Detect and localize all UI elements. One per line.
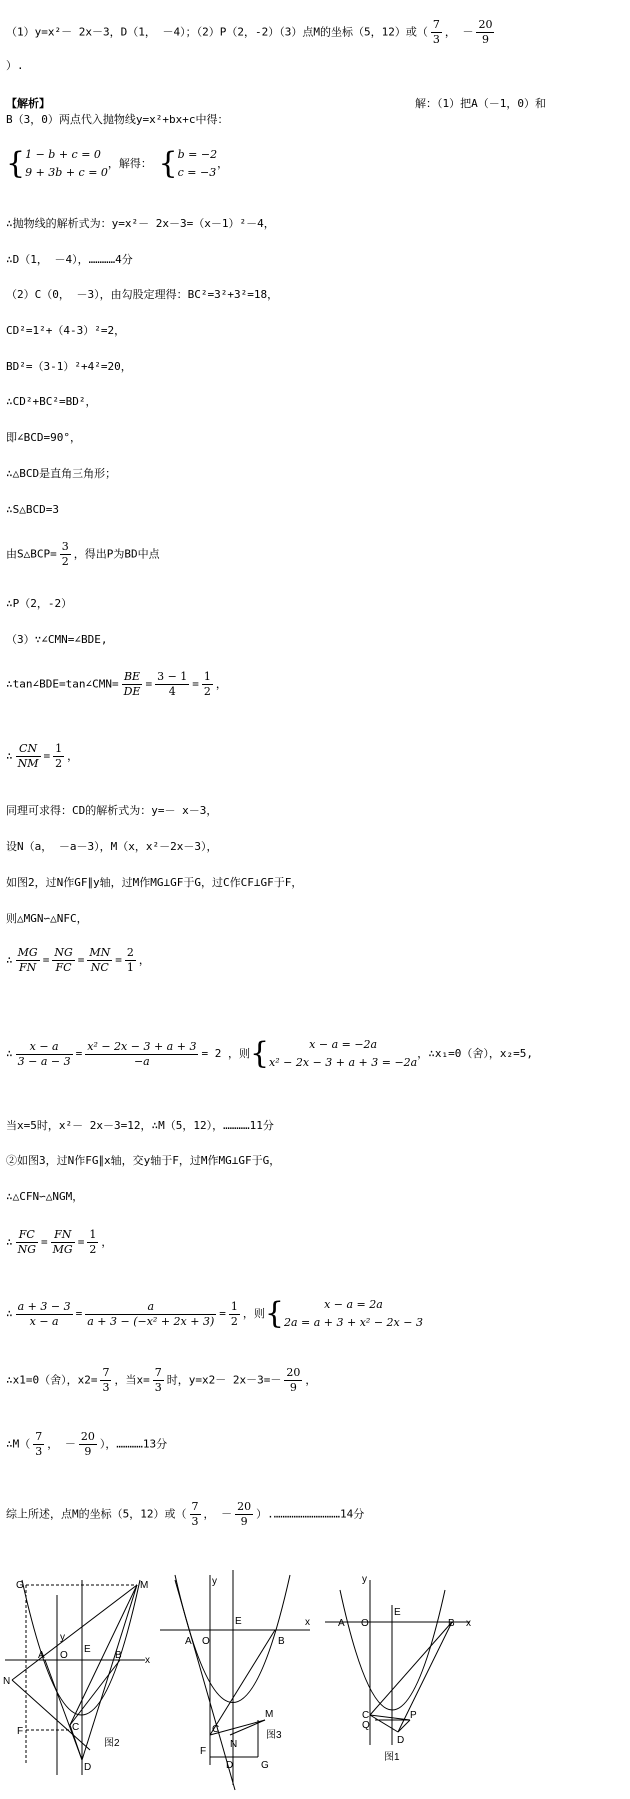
line-bd-squared: BD²=（3-1）²+4²=20， (6, 360, 132, 373)
line-parabola: ∴抛物线的解析式为：y=x²－ 2x－3=（x－1）²－4， (6, 217, 275, 230)
line-similar2: ∴△CFN∽△NGM， (6, 1190, 84, 1203)
line-ratio-fc: ∴ $\frac{FC}{NG}$ = $\frac{FN}{MG}$ = $\frac{1}{2}$ ， (6, 1228, 113, 1256)
svg-text:E: E (394, 1607, 401, 1618)
svg-text:D: D (84, 1762, 92, 1773)
svg-text:M: M (140, 1580, 149, 1591)
svg-text:A: A (38, 1650, 45, 1661)
line-similar1: 则△MGN∽△NFC， (6, 912, 88, 925)
svg-text:B: B (278, 1636, 285, 1647)
svg-text:C: C (362, 1710, 370, 1721)
svg-text:N: N (3, 1676, 11, 1687)
line-area-bcp: 由S△BCP= $\frac{3}{2}$ ，得出P为BD中点 (6, 540, 160, 568)
svg-text:B: B (115, 1650, 122, 1661)
svg-text:O: O (361, 1618, 369, 1629)
line-area-bcd: ∴S△BCD=3 (6, 503, 59, 516)
figure-3 (160, 1570, 310, 1790)
svg-text:B: B (448, 1618, 455, 1629)
line-figure2: 如图2，过N作GF∥y轴，过M作MG⊥GF于G，过C作CF⊥GF于F， (6, 876, 303, 889)
svg-text:y: y (362, 1574, 367, 1585)
line-equation-solve1: ∴ $\frac{x - a}{3 - a - 3}$ = $\frac{\text{x² − 2x − 3 + a + 3}}{-a}$ = 2 ，则{ x − a = −2a x² − 2x − 3 + a + 3 = −2a ，∴x₁=0（舍），x₂=5, (6, 1036, 533, 1071)
answer-line: （1）y=x²－ 2x－3，D（1， －4）；（2）P（2，-2）（3）点M的坐标（5，12）或（ $\frac{7}{3}$ ， － $\frac{20}{9}$ (6, 18, 493, 46)
svg-text:G: G (16, 1580, 24, 1591)
line-point-m: ∴M（ $\frac{7}{3}$ ， － $\frac{20}{9}$ ），…………13分 (6, 1430, 168, 1458)
line-x-solutions: ∴x1=0（舍），x2= $\frac{7}{3}$ ，当x= $\frac{7}{3}$ 时，y=x2－ 2x－3=－ $\frac{20}{9}$ ， (6, 1366, 317, 1394)
figure-1-caption: 图1 (384, 1752, 400, 1763)
line-point-d: ∴D（1， －4），…………4分 (6, 253, 133, 266)
svg-text:D: D (226, 1760, 234, 1771)
svg-text:O: O (202, 1636, 210, 1647)
line-cd-squared: CD²=1²+（4-3）²=2， (6, 324, 126, 337)
line-angle-bcd: 即∠BCD=90°， (6, 431, 81, 444)
system-equation-1: { 1 − b + c = 0 9 + 3b + c = 0 ，解得： { b = −2 c = −3 ， (6, 146, 229, 181)
line-equation-solve2: ∴ $\frac{a + 3 - 3}{x - a}$ = $\frac{a}{\text{a + 3 − (−x² + 2x + 3)}}$ = $\frac{1}{2}$ ，则{ x − a = 2a 2a = a + 3 + x² − 2x − 3 (6, 1296, 423, 1331)
figure-3-caption: 图3 (266, 1730, 282, 1741)
line-point-c: （2）C（0， －3），由勾股定理得：BC²=3²+3²=18， (6, 288, 279, 301)
svg-text:M: M (265, 1709, 274, 1720)
figure-2-caption: 图2 (104, 1738, 120, 1749)
line-cn-nm: ∴ $\frac{CN}{NM}$ = $\frac{1}{2}$ ， (6, 742, 79, 770)
analysis-label: 【解析】 (6, 97, 50, 110)
svg-text:x: x (466, 1618, 471, 1629)
svg-text:Q: Q (362, 1720, 370, 1731)
svg-text:G: G (261, 1760, 269, 1771)
line-cd-line: 同理可求得：CD的解析式为：y=－ x－3， (6, 804, 218, 817)
line-tangent: ∴tan∠BDE=tan∠CMN= $\frac{BE}{DE}$ = $\frac{3 - 1}{4}$ = $\frac{1}{2}$ ， (6, 670, 227, 698)
line-right-triangle: ∴△BCD是直角三角形； (6, 467, 117, 480)
answer-end: ）. (6, 59, 24, 72)
svg-text:A: A (338, 1618, 345, 1629)
line-part3: （3）∵∠CMN=∠BDE, (6, 633, 108, 646)
svg-text:y: y (60, 1632, 65, 1643)
answer-fraction-2: $\frac{20}{9}$ (478, 18, 493, 46)
svg-text:F: F (200, 1746, 207, 1757)
line-figure3: ②如图3，过N作FG∥x轴，交y轴于F，过M作MG⊥GF于G， (6, 1154, 281, 1167)
line-pythagoras-sum: ∴CD²+BC²=BD²， (6, 395, 97, 408)
answer-text: （1）y=x²－ 2x－3，D（1， －4）；（2）P（2，-2）（3）点M的坐标（5，12）或（ (6, 25, 428, 39)
figure-1 (325, 1580, 470, 1745)
answer-fraction-1: $\frac{7}{3}$ (432, 18, 440, 46)
svg-text:D: D (397, 1735, 405, 1746)
line-x-equals-5: 当x=5时，x²－ 2x－3=12，∴M（5，12），…………11分 (6, 1119, 274, 1132)
line-ratio-mg: ∴ $\frac{MG}{FN}$ = $\frac{NG}{FC}$ = $\frac{MN}{NC}$ = $\frac{2}{1}$ ， (6, 946, 150, 974)
svg-text:F: F (17, 1726, 24, 1737)
figures-panel (0, 1560, 630, 1795)
svg-text:x: x (145, 1655, 150, 1666)
svg-text:E: E (235, 1616, 242, 1627)
svg-text:E: E (84, 1644, 91, 1655)
svg-text:O: O (60, 1650, 68, 1661)
figure-1-labels (338, 1574, 471, 1763)
svg-text:y: y (212, 1576, 217, 1587)
line-point-p: ∴P（2，-2） (6, 597, 73, 610)
analysis-intro-right: 解：（1）把A（－1，0）和 (415, 97, 546, 110)
svg-text:A: A (185, 1636, 192, 1647)
svg-text:N: N (230, 1739, 238, 1750)
svg-text:C: C (72, 1722, 80, 1733)
svg-text:x: x (305, 1617, 310, 1628)
line-summary: 综上所述，点M的坐标（5，12）或（ $\frac{7}{3}$ ， － $\frac{20}{9}$ ）.…………………………14分 (6, 1500, 365, 1528)
svg-text:C: C (212, 1724, 220, 1735)
svg-text:P: P (410, 1710, 417, 1721)
line-set-n: 设N（a， －a－3），M（x，x²－2x－3）， (6, 840, 218, 853)
analysis-intro-line2: B（3，0）两点代入抛物线y=x²+bx+c中得： (6, 113, 229, 126)
figure-2 (5, 1580, 145, 1775)
